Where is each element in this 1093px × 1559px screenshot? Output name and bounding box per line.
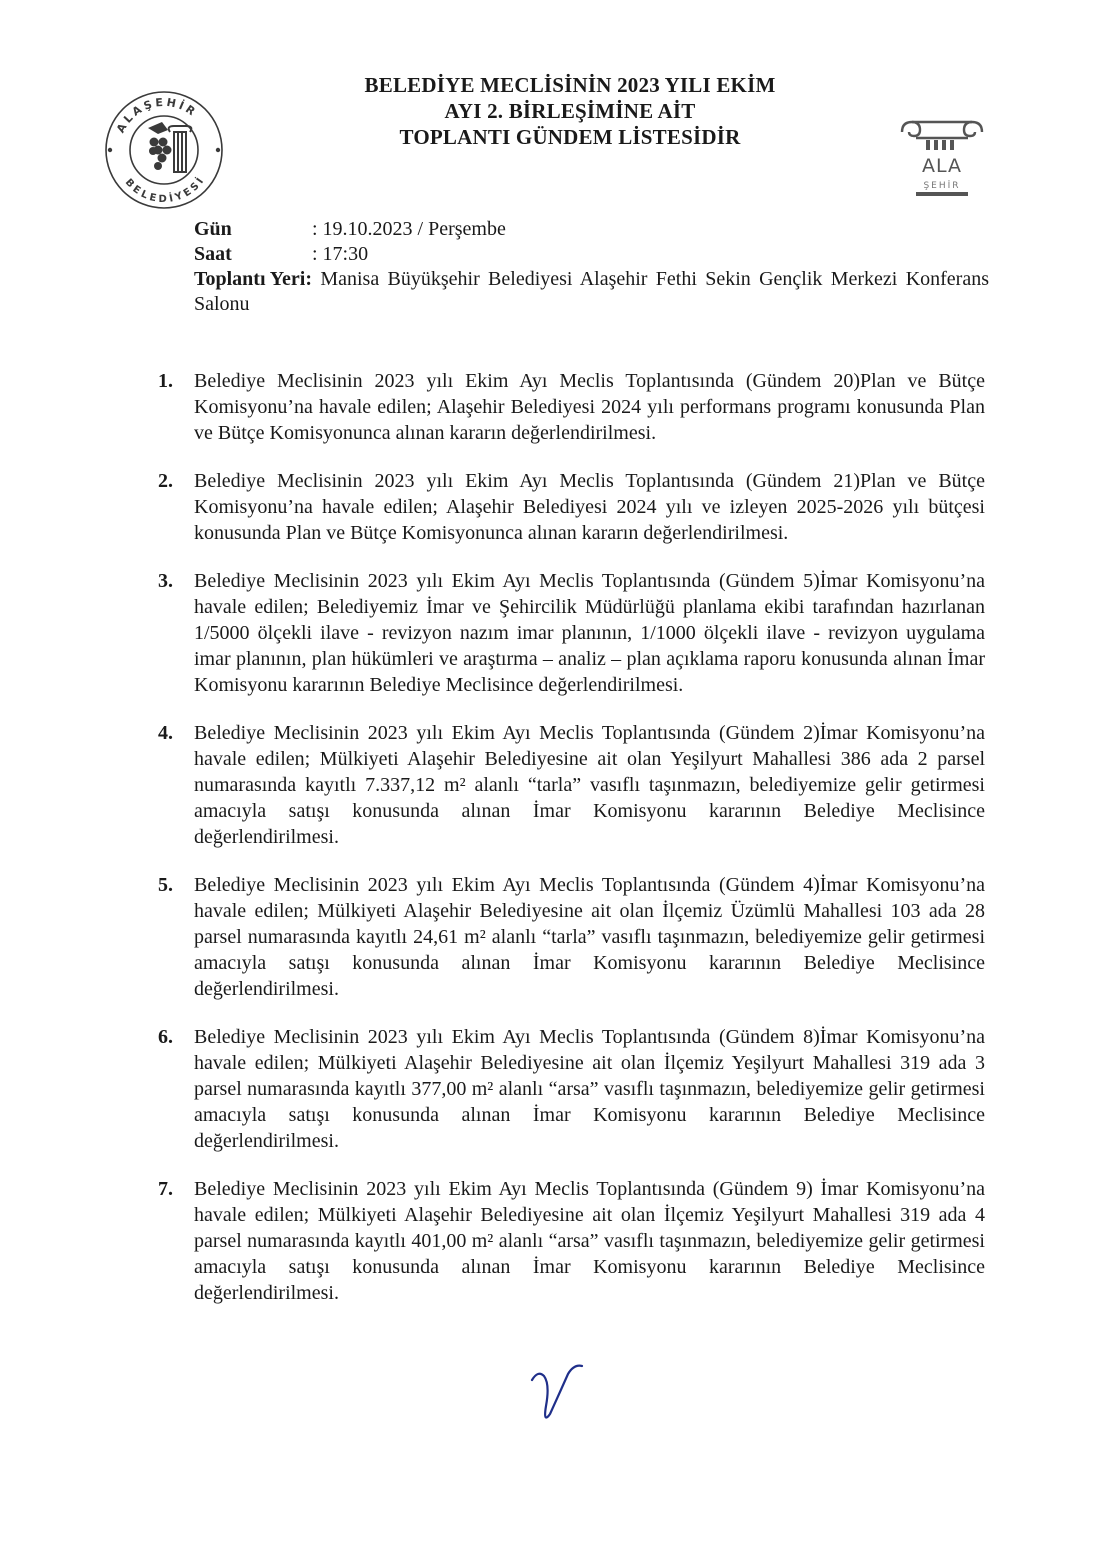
time-label: Saat: [194, 243, 232, 265]
place-label: Toplantı Yeri:: [194, 268, 312, 290]
title-line-2: AYI 2. BİRLEŞİMİNE AİT: [444, 99, 696, 123]
agenda-item: [150, 1176, 985, 1306]
document-title: [300, 72, 840, 150]
agenda-item-text: Belediye Meclisinin 2023 yılı Ekim Ayı Meclis Toplantısında (Gündem 5)İmar Komisyonu’na havale edilen; Belediyemiz İmar ve Şehircilik Müdürlüğü planlama ekibi tarafından hazırlanan 1/5000 ölçekli ilave - revizyon nazım imar planının, 1/1000 ölçekli ilave - revizyon uygulama imar planının, plan hükümleri ve araştırma – analiz – plan açıklama raporu konusunda alınan İmar Komisyonu kararının Belediye Meclisince değerlendirilmesi.: [194, 570, 985, 696]
agenda-item: [150, 1024, 985, 1154]
meeting-day-row: [194, 217, 989, 242]
title-line-3: TOPLANTI GÜNDEM LİSTESİDİR: [399, 125, 741, 149]
agenda-item-number: 5.: [158, 874, 173, 896]
meeting-info: [194, 217, 989, 317]
agenda-item: [150, 468, 985, 546]
agenda-item-number: 6.: [158, 1026, 173, 1048]
meeting-time-row: [194, 242, 989, 267]
meeting-place-row: [194, 267, 989, 317]
day-value: : 19.10.2023 / Perşembe: [312, 218, 506, 240]
agenda-item-text: Belediye Meclisinin 2023 yılı Ekim Ayı Meclis Toplantısında (Gündem 21)Plan ve Bütçe Komisyonu’na havale edilen; Alaşehir Belediyesi 2024 yılı ve izleyen 2025-2026 yılı bütçesi konusunda Plan ve Bütçe Komisyonunca alınan kararın değerlendirilmesi.: [194, 470, 985, 544]
municipality-seal-logo: [102, 88, 226, 212]
place-value: Manisa Büyükşehir Belediyesi Alaşehir Fethi Sekin Gençlik Merkezi Konferans Salonu: [194, 268, 989, 315]
day-label: Gün: [194, 218, 232, 240]
time-value: : 17:30: [312, 243, 369, 265]
agenda-item-number: 7.: [158, 1178, 173, 1200]
svg-text:BELEDİYESİ: BELEDİYESİ: [122, 174, 208, 206]
agenda-item-number: 4.: [158, 722, 173, 744]
agenda-item-text: Belediye Meclisinin 2023 yılı Ekim Ayı Meclis Toplantısında (Gündem 8)İmar Komisyonu’na havale edilen; Mülkiyeti Alaşehir Belediyesine ait olan İlçemiz Yeşilyurt Mahallesi 319 ada 3 parsel numarasında kayıtlı 377,00 m² alanlı “arsa” vasıflı taşınmazın, belediyemize gelir getirmesi amacıyla satışı konusunda alınan İmar Komisyonu kararının Belediye Meclisince değerlendirilmesi.: [194, 1026, 985, 1152]
alasehir-column-logo: [896, 116, 988, 200]
agenda-item: [150, 872, 985, 1002]
agenda-item-number: 1.: [158, 370, 173, 392]
agenda-item: [150, 720, 985, 850]
agenda-item-text: Belediye Meclisinin 2023 yılı Ekim Ayı Meclis Toplantısında (Gündem 20)Plan ve Bütçe Komisyonu’na havale edilen; Alaşehir Belediyesi 2024 yılı performans programı konusunda Plan ve Bütçe Komisyonunca alınan kararın değerlendirilmesi.: [194, 370, 985, 444]
agenda-item-text: Belediye Meclisinin 2023 yılı Ekim Ayı Meclis Toplantısında (Gündem 2)İmar Komisyonu’na havale edilen; Mülkiyeti Alaşehir Belediyesine ait olan Yeşilyurt Mahallesi 386 ada 2 parsel numarasında kayıtlı 7.337,12 m² alanlı “tarla” vasıflı taşınmazın, belediyemize gelir getirmesi amacıyla satışı konusunda alınan İmar Komisyonu kararının Belediye Meclisince değerlendirilmesi.: [194, 722, 985, 848]
right-logo-text-bottom: ŞEHİR: [923, 181, 961, 191]
agenda-item-text: Belediye Meclisinin 2023 yılı Ekim Ayı Meclis Toplantısında (Gündem 4)İmar Komisyonu’na havale edilen; Mülkiyeti Alaşehir Belediyesine ait olan İlçemiz Üzümlü Mahallesi 103 ada 28 parsel numarasında kayıtlı 24,61 m² alanlı “tarla” vasıflı taşınmazın, belediyemize gelir getirmesi amacıyla satışı konusunda alınan İmar Komisyonu kararının Belediye Meclisince değerlendirilmesi.: [194, 874, 985, 1000]
handwritten-initial-signature: [528, 1362, 588, 1432]
agenda-item-number: 3.: [158, 570, 173, 592]
agenda-item: [150, 568, 985, 698]
agenda-item-text: Belediye Meclisinin 2023 yılı Ekim Ayı Meclis Toplantısında (Gündem 9) İmar Komisyonu’na havale edilen; Mülkiyeti Alaşehir Belediyesine ait olan İlçemiz Yeşilyurt Mahallesi 319 ada 4 parsel numarasında kayıtlı 401,00 m² alanlı “arsa” vasıflı taşınmazın, belediyemize gelir getirmesi amacıyla satışı konusunda alınan İmar Komisyonu kararının Belediye Meclisince değerlendirilmesi.: [194, 1178, 985, 1304]
agenda-list: [150, 368, 985, 1328]
title-line-1: BELEDİYE MECLİSİNİN 2023 YILI EKİM: [364, 73, 776, 97]
svg-text:ALAŞEHİR: ALAŞEHİR: [114, 95, 200, 136]
agenda-item-number: 2.: [158, 470, 173, 492]
agenda-item: [150, 368, 985, 446]
right-logo-text-top: ALA: [921, 155, 963, 177]
